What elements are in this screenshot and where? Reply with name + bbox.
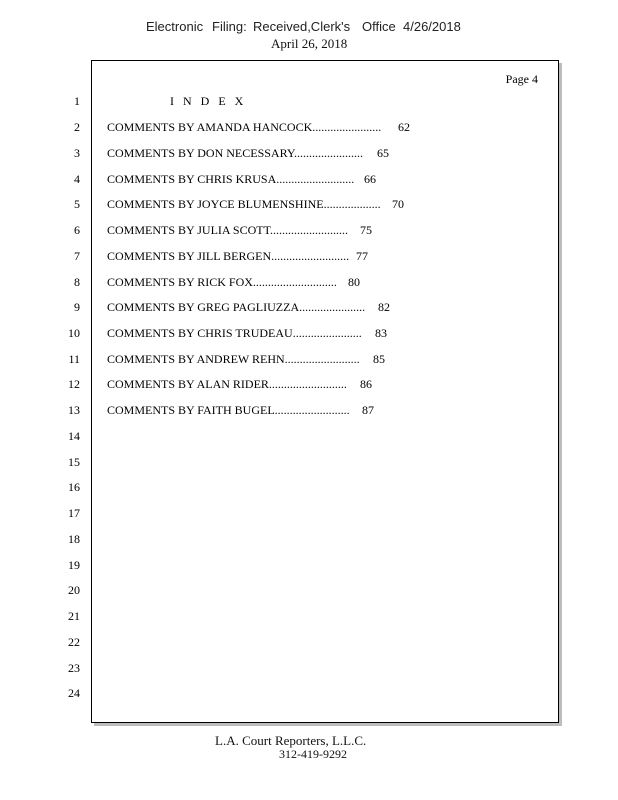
line-number: 8 <box>74 275 80 289</box>
entry-text: COMMENTS BY DON NECESSARY....................... <box>107 146 364 160</box>
line-number: 13 <box>68 403 80 417</box>
entry-page: 70 <box>392 197 404 211</box>
line-number: 21 <box>68 609 80 623</box>
entry-text: COMMENTS BY ALAN RIDER.......................... <box>107 377 347 391</box>
line-number: 11 <box>68 352 80 366</box>
stamp-date-long: April 26, 2018 <box>271 36 348 51</box>
page-number: Page 4 <box>505 72 538 86</box>
entry-page: 62 <box>398 120 410 134</box>
stamp-word-office: Office <box>362 19 396 34</box>
entry-page: 66 <box>364 172 376 186</box>
entry-text: COMMENTS BY FAITH BUGEL......................... <box>107 403 350 417</box>
entry-text: COMMENTS BY JOYCE BLUMENSHINE................... <box>107 197 381 211</box>
line-number: 17 <box>68 506 80 520</box>
line-number: 5 <box>74 197 80 211</box>
line-number: 23 <box>68 661 80 675</box>
line-number: 24 <box>68 686 80 700</box>
entry-page: 65 <box>377 146 389 160</box>
line-number: 20 <box>68 583 80 597</box>
line-number: 12 <box>68 377 80 391</box>
line-number: 14 <box>68 429 80 443</box>
index-entry <box>107 249 368 264</box>
entry-page: 86 <box>360 377 372 391</box>
entry-text: COMMENTS BY CHRIS TRUDEAU....................... <box>107 326 362 340</box>
index-entry <box>107 120 410 135</box>
index-heading: I N D E X <box>170 94 247 108</box>
line-number: 4 <box>74 172 80 186</box>
entry-text: COMMENTS BY RICK FOX............................ <box>107 275 337 289</box>
entry-text: COMMENTS BY CHRIS KRUSA.......................... <box>107 172 355 186</box>
entry-page: 85 <box>373 352 385 366</box>
footer-company: L.A. Court Reporters, L.L.C. <box>215 733 367 748</box>
stamp-date-short: 4/26/2018 <box>403 19 461 34</box>
entry-page: 87 <box>362 403 374 417</box>
line-number: 2 <box>74 120 80 134</box>
line-number: 6 <box>74 223 80 237</box>
entry-text: COMMENTS BY AMANDA HANCOCK....................... <box>107 120 382 134</box>
line-number: 22 <box>68 635 80 649</box>
index-entry <box>107 172 376 187</box>
entry-text: COMMENTS BY ANDREW REHN......................... <box>107 352 360 366</box>
index-entry <box>107 146 389 161</box>
index-entry <box>107 403 374 418</box>
entry-page: 80 <box>348 275 360 289</box>
filing-stamp <box>0 19 618 37</box>
entry-page: 83 <box>375 326 387 340</box>
index-entry <box>107 223 372 238</box>
stamp-word-electronic: Electronic <box>146 19 204 34</box>
entry-page: 75 <box>360 223 372 237</box>
entry-text: COMMENTS BY GREG PAGLIUZZA...................... <box>107 300 366 314</box>
stamp-word-filing: Filing: <box>212 19 247 34</box>
line-number: 15 <box>68 455 80 469</box>
line-number: 3 <box>74 146 80 160</box>
line-number: 7 <box>74 249 80 263</box>
index-entry <box>107 352 385 367</box>
index-entry <box>107 377 372 392</box>
line-number: 18 <box>68 532 80 546</box>
index-entry <box>107 197 404 212</box>
stamp-word-received: Received,Clerk's <box>253 19 351 34</box>
index-entry <box>107 275 360 290</box>
line-number: 1 <box>74 94 80 108</box>
line-number: 9 <box>74 300 80 314</box>
footer-phone: 312-419-9292 <box>279 747 347 761</box>
entry-page: 77 <box>356 249 368 263</box>
index-entry <box>107 300 390 315</box>
line-number: 10 <box>68 326 80 340</box>
entry-text: COMMENTS BY JULIA SCOTT.......................... <box>107 223 349 237</box>
entry-text: COMMENTS BY JILL BERGEN.......................... <box>107 249 350 263</box>
index-entry <box>107 326 387 341</box>
entry-page: 82 <box>378 300 390 314</box>
line-number: 19 <box>68 558 80 572</box>
line-number: 16 <box>68 480 80 494</box>
